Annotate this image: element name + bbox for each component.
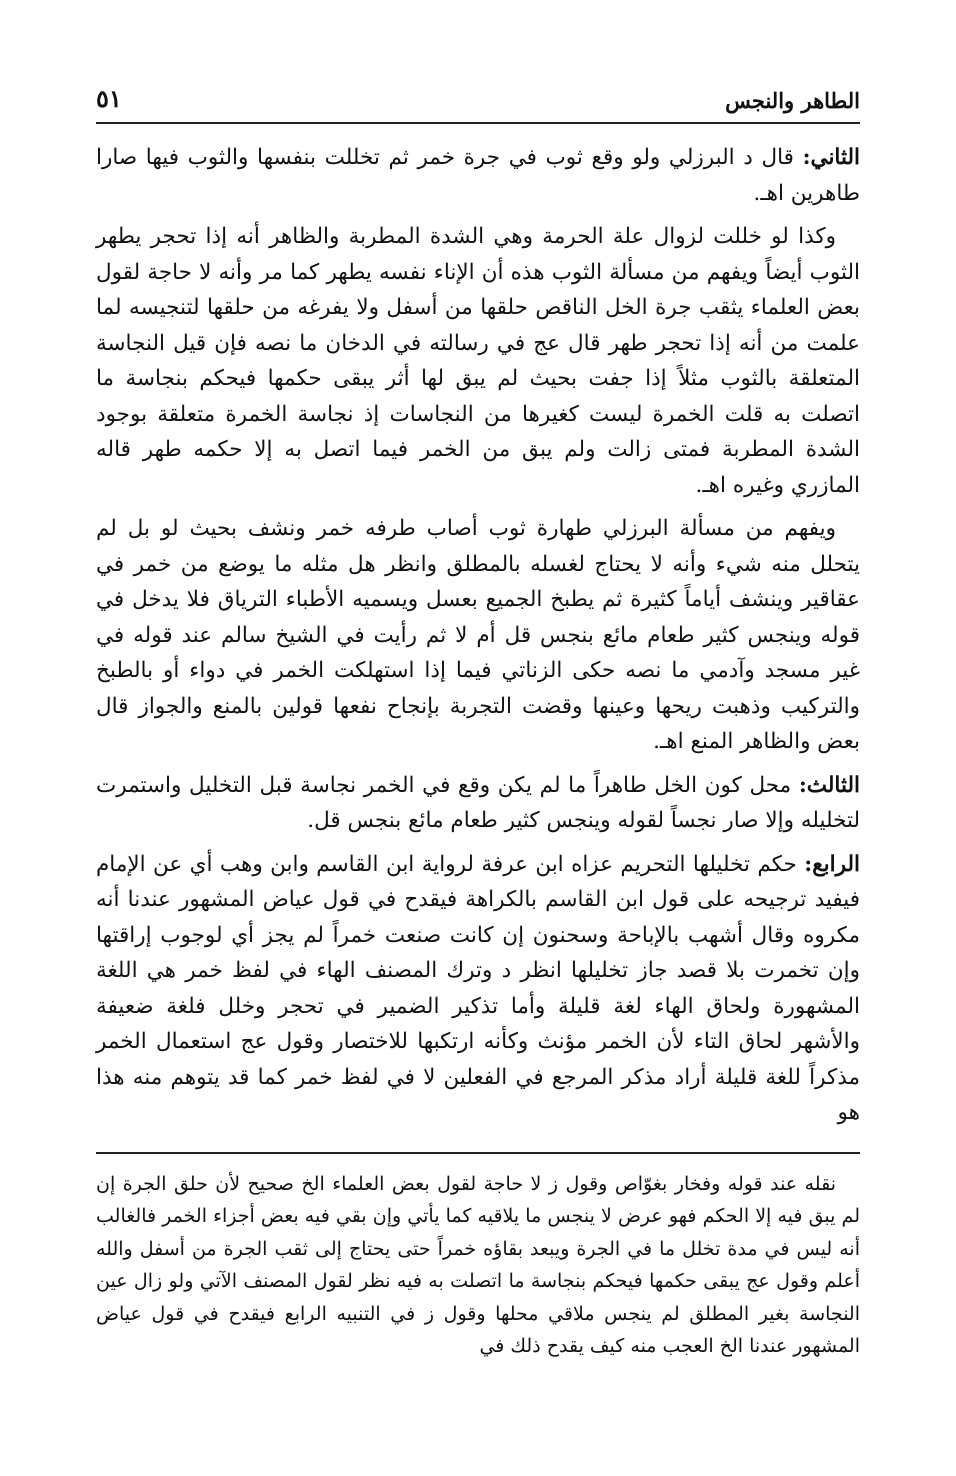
- paragraph: [96, 511, 860, 760]
- running-header: [96, 82, 860, 124]
- main-text: [96, 140, 860, 1139]
- paragraph-third: [96, 768, 860, 839]
- footnote: [96, 1168, 860, 1362]
- paragraph-text: حكم تخليلها التحريم عزاه ابن عرفة لرواية ابن القاسم وابن وهب أي عن الإمام فيفيد ترجيحه على قول ابن القاسم بالكراهة فيقدح في قول عياض المشهور عندنا أنه مكروه وقال أشهب بالإباحة وسحنون إن كانت صنعت خمراً لم يجز أي لوجوب إراقتها وإن تخمرت بلا قصد جاز تخليلها انظر د وترك المصنف الهاء في لفظ خمر هي اللغة المشهورة ولحاق الهاء لغة قليلة وأما تذكير الضمير في تحجر وخلل فلغة ضعيفة والأشهر لحاق التاء لأن الخمر مؤنث وكأنه ارتكبها للاختصار وقول عج استعمال الخمر مذكراً للغة قليلة أراد مذكر المرجع في الفعلين لا في لفظ خمر كما قد يتوهم منه هذا هو: [96, 851, 860, 1125]
- footnote-text: نقله عند قوله وفخار بغوّاص وقول ز لا حاجة لقول بعض العلماء الخ صحيح لأن حلق الجرة إن لم يبق فيه إلا الحكم فهو عرض لا ينجس ما يلاقيه كما يأتي وإن بقي فيه بعض أجزاء الخمر فالغالب أنه ليس في مدة تخلل ما في الجرة ويبعد بقاؤه خمراً حتى يحتاج إلى ثقب الجرة من أسفل والله أعلم وقول عج يبقى حكمها فيحكم بنجاسة ما اتصلت به فيه نظر لقول المصنف الآتي ولو زال عين النجاسة بغير المطلق لم ينجس ملاقي محلها وقول ز في التنبيه الرابع فيقدح في قول عياض المشهور عندنا الخ العجب منه كيف يقدح ذلك في: [96, 1173, 860, 1358]
- running-title: الطاهر والنجس: [725, 88, 860, 113]
- paragraph-text: قال د البرزلي ولو وقع ثوب في جرة خمر ثم تخللت بنفسها والثوب فيها صارا طاهرين اهـ.: [96, 145, 860, 206]
- paragraph: [96, 219, 860, 503]
- paragraph-text: محل كون الخل طاهراً ما لم يكن وقع في الخمر نجاسة قبل التخليل واستمرت لتخليله وإلا صار نجساً لقوله وينجس كثير طعام مائع بنجس قل.: [96, 772, 860, 833]
- page-number: ٥١: [96, 84, 122, 113]
- paragraph-fourth: [96, 847, 860, 1131]
- paragraph-lead: الثاني:: [802, 145, 860, 170]
- paragraph-lead: الرابع:: [804, 851, 860, 877]
- paragraph-lead: الثالث:: [798, 772, 860, 798]
- paragraph-second: [96, 140, 860, 211]
- paragraph-text: ويفهم من مسألة البرزلي طهارة ثوب أصاب طرفه خمر ونشف بحيث لو بل لم يتحلل منه شيء وأنه لا يحتاج لغسله بالمطلق وانظر هل مثله ما يوضع من خمر في عقاقير وينشف أياماً كثيرة ثم يطبخ الجميع بعسل ويسميه الأطباء الترياق فلا يدخل في قوله وينجس كثير طعام مائع بنجس قل أم لا ثم رأيت في الشيخ سالم عند قوله في غير مسجد وآدمي ما نصه حكى الزناتي فيما إذا استهلكت الخمر في دواء أو بالطبخ والتركيب وذهبت ريحها وعينها وقضت التجربة بإنجاح نفعها قولين بالمنع والجواز قال بعض والظاهر المنع اهـ.: [96, 516, 860, 754]
- paragraph-text: وكذا لو خللت لزوال علة الحرمة وهي الشدة المطربة والظاهر أنه إذا تحجر يطهر الثوب أيضاً ويفهم من مسألة الثوب هذه أن الإناء نفسه يطهر كما مر وأنه لا حاجة لقول بعض العلماء يثقب جرة الخل الناقص حلقها من أسفل ولا يفرغه من حلقها لتنجيسه لما علمت من أنه إذا تحجر طهر قال عج في رسالته في الدخان ما نصه فإن قيل النجاسة المتعلقة بالثوب مثلاً إذا جفت بحيث لم يبق لها أثر يبقى حكمها فيحكم بنجاسة ما اتصلت به قلت الخمرة ليست كغيرها من النجاسات إذ نجاسة الخمرة متعلقة بوجود الشدة المطربة فمتى زالت ولم يبق من الخمر فيما اتصل به إلا حكمه طهر قاله المازري وغيره اهـ.: [96, 224, 860, 498]
- footnote-separator: [96, 1152, 860, 1154]
